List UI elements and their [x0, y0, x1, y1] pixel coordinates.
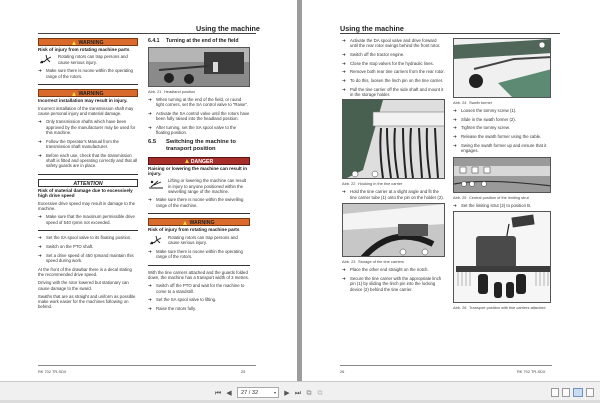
- warning-triangle-icon: [183, 221, 187, 225]
- right-page-column-1: ➔ Activate the DA spool valve and drive forward until the rear rotor swings behind the front rotor. ➔ Switch off the tractor engine. ➔ Close the stop valves for the hydraulic lines. ➔ Remove both rear tine carriers from the rear rotor. ➔ To do this, loosen the linch pin on the tine carrier. ➔ Pull the tine carrier off the side shaft and mount it in the storage holder. Abb. 22 Hooking in the tine carrier ➔ Hold the tine carrier at a slight angle and fit the tine carrier tube (1) onto the pin on the holder (2). Abb. 23 Storage of the tine carriers ➔ Place the other end straight on the notch. ➔ Secure the tine carrier with the appropriate linch pin (1) by sliding the linch pin into the locking device (2) behind the tine carrier.: [342, 38, 445, 295]
- figure-caption: Abb. 23 Storage of the tine carriers: [342, 259, 404, 265]
- page-dropdown-icon[interactable]: ▾: [273, 390, 276, 395]
- single-page-view-icon[interactable]: [551, 388, 559, 397]
- warning-triangle-icon: [72, 41, 76, 45]
- attention-title: Risk of material damage due to excessively high drive speed: [38, 187, 133, 199]
- figure-caption: Abb. 21 Headland position: [148, 89, 196, 94]
- figure-caption: Abb. 22 Hooking in the tine carrier: [342, 181, 403, 187]
- two-page-continuous-view-icon[interactable]: [586, 388, 594, 397]
- danger-banner: DANGER: [148, 157, 250, 165]
- lifting-hazard-icon: [148, 178, 164, 189]
- figure-limiting-strut: [453, 157, 551, 193]
- warning-banner: WARNING: [38, 38, 138, 46]
- warning-instruction: ➔ Make sure there is noone within the operating range of the rotors.: [38, 68, 138, 79]
- footer-rule: [38, 365, 256, 366]
- danger-triangle-icon: [185, 159, 189, 163]
- last-page-icon[interactable]: ⏭: [294, 390, 302, 397]
- rotating-rotor-hazard-icon: [38, 54, 54, 65]
- left-page-column-2: 6.4.1 Turning at the end of the field Abb. 21 Headland position ➔ When turning at the end of the field, or round tight corners, set the SA control valve to "Raise". ➔ Activate the SA control valve until the rotors have been fully raised into the headland position. ➔ After turning, set the SA spool valve to the floating position. 6.5 Switching the machine to transport position DANGER Raising or lowering the machine can result in injury. Lifting or lowering the machine can result in injury to anyone positioned within the swivelling range of the machine. ➔ Make sure there is noone within the swivelling range of the machine. WARNING Risk of injury from rotating machine parts Rotating rotors can trap persons and cause serious injury. ➔ Make sure there is noone within the operating range of the rotors. With the tine carriers attached and the guards folded down, the machine has a transport width of 3 metres. ➔ Switch off the PTO and wait for the machine to come to a standstill. ➔ Set the SA spool valve to lifting. ➔ Raise the rotors fully.: [148, 38, 250, 315]
- next-page-icon[interactable]: ▶: [284, 390, 290, 397]
- figure-caption: Abb. 24 Swath former: [453, 100, 493, 105]
- warning-title: Incorrect installation may result in injury.: [38, 98, 128, 104]
- footer-model: RK 702 TR-SDX: [517, 369, 546, 374]
- page-number-input[interactable]: 27 / 32 ▾: [237, 387, 279, 398]
- figure-tine-carrier-storage: [342, 203, 445, 257]
- section-heading-6-5: 6.5 Switching the machine to transport position: [148, 138, 236, 152]
- warning-banner: WARNING: [38, 89, 138, 97]
- section-heading-6-4-1: 6.4.1 Turning at the end of the field: [148, 38, 239, 44]
- prev-page-icon[interactable]: ◀: [226, 390, 232, 397]
- figure-transport-position: [453, 211, 551, 303]
- figure-caption: Abb. 26 Transport position with tine carriers attached: [453, 305, 546, 311]
- footer-rule: [340, 365, 552, 366]
- warning-triangle-icon: [72, 92, 76, 96]
- copy-icon[interactable]: ⧉: [306, 390, 312, 397]
- figure-caption: Abb. 25 Central position of the limiting strut: [453, 194, 529, 200]
- figure-headland-position: [148, 47, 250, 87]
- two-page-view-icon[interactable]: [573, 388, 583, 397]
- right-page-column-2: Abb. 24 Swath former ➔ Loosen the tommy screw (1). ➔ Slide in the swath former (2). ➔ Tighten the tommy screw. ➔ Release the swath former using the cable. ➔ Swing the swath former up and ensure that it engages. Abb. 25 Central position of the limiting strut ➔ Set the limiting strut (2) to position B. Abb. 26 Transport position with tine carriers attached: [453, 38, 551, 313]
- running-head: Using the machine: [340, 24, 404, 33]
- header-rule: [340, 33, 560, 34]
- attention-banner: ATTENTION: [38, 179, 138, 187]
- footer-model: RK 702 TR-SDX: [38, 369, 67, 374]
- first-page-icon[interactable]: ⏮: [214, 390, 222, 397]
- figure-swath-former: [453, 38, 551, 98]
- danger-title: Raising or lowering the machine can result in injury.: [148, 165, 248, 176]
- page-number: 25: [241, 369, 246, 374]
- continuous-view-icon[interactable]: [562, 388, 570, 397]
- warning-body: Rotating rotors can trap persons and cause serious injury.: [38, 54, 138, 65]
- page-26: [302, 0, 600, 381]
- rotating-rotor-hazard-icon: [148, 235, 164, 246]
- header-rule: [38, 33, 256, 34]
- warning-title: Risk of injury from rotating machine parts: [38, 47, 130, 52]
- page-25: [0, 0, 297, 381]
- warning-banner: WARNING: [148, 218, 250, 226]
- paste-icon[interactable]: ⧉: [317, 390, 323, 397]
- page-number: 26: [340, 369, 345, 374]
- left-page-column-1: WARNING Risk of injury from rotating machine parts Rotating rotors can trap persons and cause serious injury. ➔ Make sure there is noone within the operating range of the rotors. WARNING Incorrect installation may result in injury. Incorrect installation of the transmission shaft may cause personal injury and material damage. ➔ Only transmission shafts which have been approved by the manufacturer may be used for this machine. ➔ Follow the Operator's Manual from the transmission shaft manufacturer. ➔ Before each use, check that the transmission shaft is fitted and operating correctly and that all safety guards are in place. ATTENTION Risk of material damage due to excessively high drive speed Excessive drive speed may result in damage to the machine. ➔ Make sure that the maximum permissible drive speed of 540 rpmis not exceeded. ➔ Set the SA spool valve to its floating position. ➔ Switch on the PTO shaft. ➔ Set a drive speed of 450 rpmand maintain this speed during work. At the front of the drawbar there is a decal stating the recommended drive speed. Driving with the rotor lowered but stationary can cause damage to the sward. Swaths that are as straight and uniform as possible make work easier for the machines following on behind.: [38, 38, 138, 313]
- running-head: Using the machine: [196, 24, 260, 33]
- figure-hooking-tine-carrier: [342, 99, 445, 179]
